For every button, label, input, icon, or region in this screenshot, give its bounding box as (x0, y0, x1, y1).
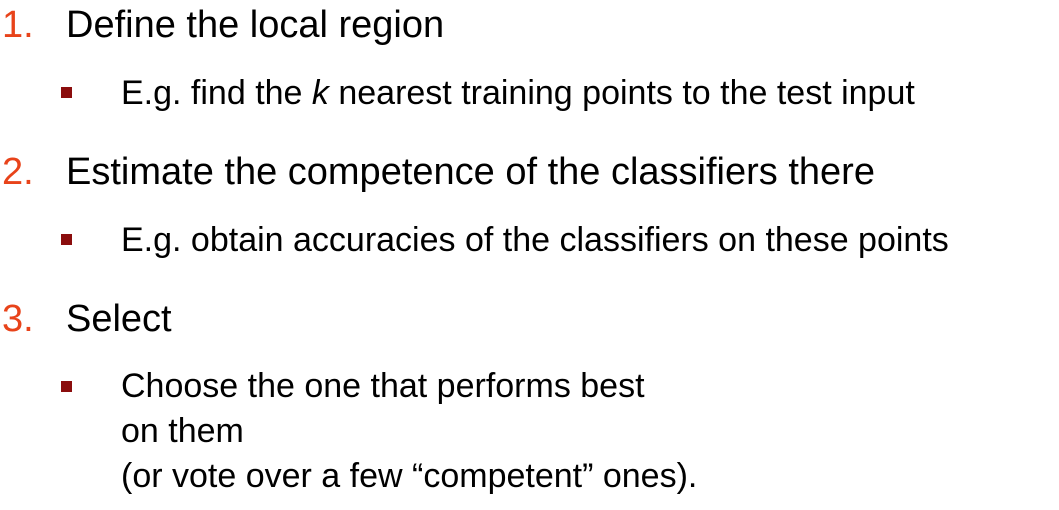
step-3-detail-line-1: Choose the one that performs best (121, 367, 645, 405)
step-2-detail: E.g. obtain accuracies of the classifiers on these points (121, 221, 949, 259)
step-1-detail-suffix: nearest training points to the test input (328, 74, 915, 112)
step-1-heading: Define the local region (66, 4, 445, 46)
step-1-number: 1. (2, 4, 34, 46)
step-3-detail (121, 364, 697, 499)
step-3-detail-line-3: (or vote over a few “competent” ones). (121, 457, 698, 495)
step-1-detail-prefix: E.g. find the (121, 74, 312, 112)
step-1-detail-italic: k (311, 74, 329, 112)
step-1-detail (121, 73, 915, 113)
step-3-bullet-icon (61, 381, 72, 392)
step-3-detail-line-2: on them (121, 412, 244, 450)
step-1-bullet-icon (61, 87, 72, 98)
step-3-heading: Select (66, 298, 172, 340)
step-2-bullet-icon (61, 234, 72, 245)
step-2-number: 2. (2, 151, 34, 193)
step-3-number: 3. (2, 298, 34, 340)
step-2-heading: Estimate the competence of the classifiers there (66, 151, 875, 193)
